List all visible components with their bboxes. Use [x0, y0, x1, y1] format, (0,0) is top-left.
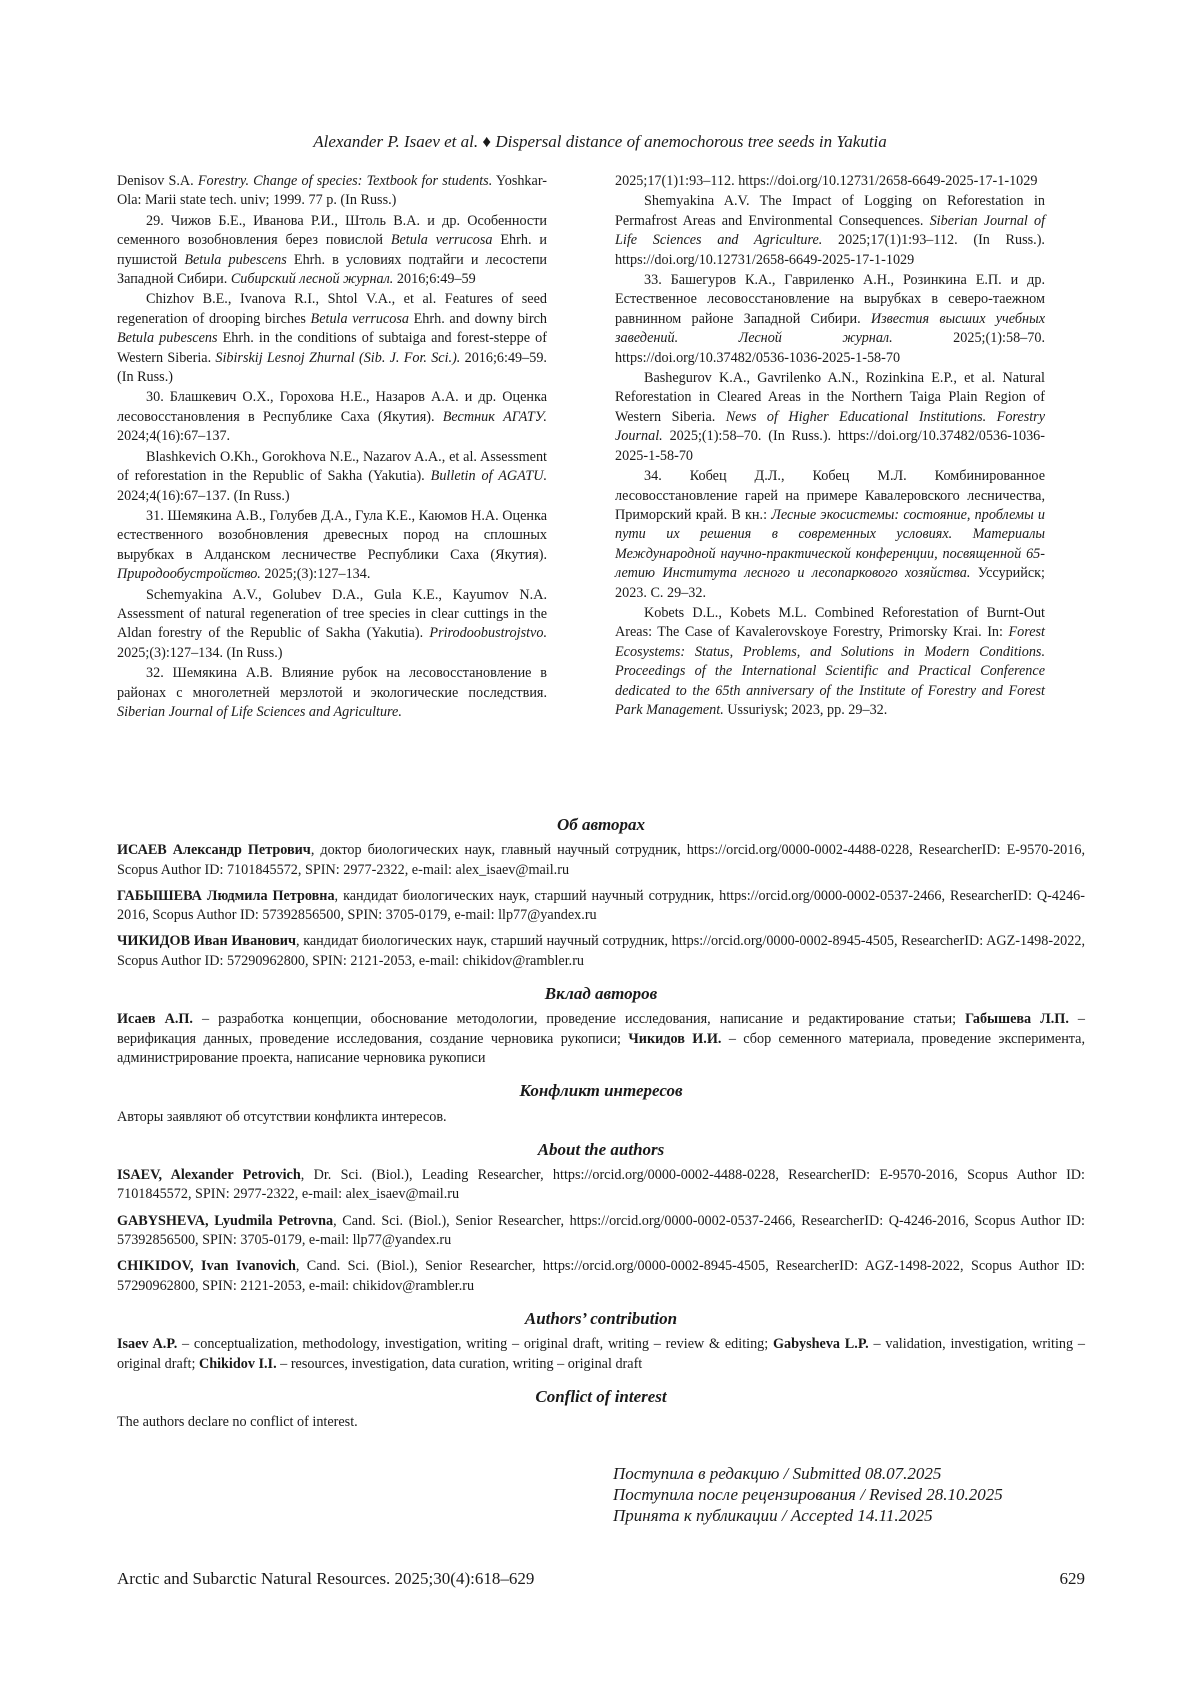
paragraph-text: – validation, investigation, writing – original draft;	[117, 1336, 1086, 1372]
footer-journal-citation: Arctic and Subarctic Natural Resources. 2025;30(4):618–629	[117, 1569, 535, 1588]
author-name-bold: GABYSHEVA, Lyudmila Petrovna	[117, 1212, 334, 1229]
author-name-bold: Isaev A.P.	[117, 1336, 178, 1353]
header-authors: Alexander P. Isaev et al.	[313, 132, 479, 151]
author-info-block	[117, 815, 1085, 1445]
reference-title-italic: Betula verrucosa	[390, 232, 493, 249]
section-title: Об авторах	[556, 815, 646, 834]
reference-title-italic: Природообустройство.	[117, 566, 261, 583]
reference-text: Bashegurov K.A., Gavrilenko A.N., Rozinkina E.P., et al. Natural Reforestation in Cleared Areas in the Northern Taiga Plain Region of Western Siberia.	[615, 370, 1045, 425]
author-name-bold: Gabysheva L.P.	[773, 1336, 869, 1353]
reference-text: Yoshkar-Ola: Marii state tech. univ; 1999. 77 p. (In Russ.)	[117, 173, 547, 209]
reference-text: Denisov S.A.	[117, 173, 198, 189]
section-paragraph	[117, 887, 1085, 926]
section-paragraph	[117, 1257, 1085, 1296]
reference-title-italic: Siberian Journal of Life Sciences and Agriculture.	[615, 212, 1046, 249]
reference-text: 30. Блашкевич О.Х., Горохова Н.Е., Назаров А.А. и др. Оценка лесовосстановления в Республике Саха (Якутия).	[117, 389, 547, 425]
reference-entry	[117, 212, 547, 290]
header-separator-icon: ♦	[482, 132, 492, 151]
reference-text: 2016;6:49–59. (In Russ.)	[117, 349, 547, 386]
reference-entry	[117, 290, 547, 387]
reference-title-italic: Forest Ecosystems: Status, Problems, and Solutions in Modern Conditions. Proceedings of the International Scientific and Practical Conference dedicated to the 65th anniversary of the Institute of Forestry and Forest Park Management.	[615, 624, 1045, 718]
reference-text: Ehrh. в условиях подтайги и лесостепи Западной Сибири.	[117, 251, 548, 288]
references-left-column	[117, 172, 547, 723]
reference-title-italic: Sibirskij Lesnoj Zhurnal (Sib. J. For. Sci.).	[215, 349, 461, 366]
section-paragraph	[117, 1108, 1085, 1127]
section-title: About the authors	[537, 1139, 665, 1159]
paragraph-text: The authors declare no conflict of interest.	[117, 1414, 358, 1431]
reference-text: 2025;(3):127–134. (In Russ.)	[117, 644, 283, 661]
reference-title-italic: Betula pubescens	[184, 251, 287, 268]
reference-entry	[117, 586, 547, 664]
reference-text: 2024;4(16):67–137.	[117, 428, 231, 445]
reference-text: Blashkevich O.Kh., Gorokhova N.E., Nazarov A.A., et al. Assessment of reforestation in the Republic of Sakha (Yakutia).	[117, 448, 547, 485]
author-name-bold: Исаев А.П.	[117, 1011, 193, 1028]
section-paragraph	[117, 1413, 1085, 1432]
reference-title-italic: Лесные экосистемы: состояние, проблемы и пути их решения в современных условиях. Материалы Международной научно-практической конференции, посвященной 65-летию Института лесного и лесопаркового хозяйства.	[615, 506, 1045, 582]
reference-text: Уссурийск; 2023. С. 29–32.	[615, 565, 1045, 601]
running-header	[0, 132, 1200, 152]
paragraph-text: – верификация данных, проведение исследования, создание черновика рукописи;	[117, 1011, 1086, 1047]
reference-text: Ehrh. and downy birch	[408, 310, 547, 327]
reference-text: 29. Чижов Б.Е., Иванова Р.И., Штоль В.А. и др. Особенности семенного возобновления берез повислой	[117, 212, 547, 249]
reference-entry	[615, 271, 1045, 368]
section-title: Вклад авторов	[544, 984, 658, 1004]
reference-entry	[117, 172, 547, 211]
submission-dates	[613, 1463, 1003, 1526]
reference-title-italic: Вестник АГАТУ.	[442, 408, 547, 425]
reference-entry	[615, 467, 1045, 603]
header-title: Dispersal distance of anemochorous tree seeds in Yakutia	[495, 132, 887, 151]
reference-text: 2025;17(1)1:93–112. https://doi.org/10.12731/2658-6649-2025-17-1-1029	[615, 173, 1038, 189]
reference-entry	[615, 192, 1045, 270]
reference-text: Kobets D.L., Kobets M.L. Combined Reforestation of Burnt-Out Areas: The Case of Kavalerovskoye Forestry, Primorsky Krai. In:	[615, 604, 1045, 641]
reference-text: Ehrh. in the conditions of subtaiga and forest-steppe of Western Siberia.	[117, 330, 548, 366]
reference-text: 2025;17(1)1:93–112. (In Russ.). https://doi.org/10.12731/2658-6649-2025-17-1-1029	[615, 232, 1045, 268]
reference-text: Ussuriysk; 2023, pp. 29–32.	[723, 701, 888, 718]
page-number: 629	[1059, 1569, 1085, 1588]
reference-text: Ehrh. и пушистой	[117, 232, 548, 268]
reference-text: 2025;(3):127–134.	[260, 566, 371, 583]
paragraph-text: , кандидат биологических наук, старший научный сотрудник, https://orcid.org/0000-0002-8945-4505, ResearcherID: AGZ-1498-2022, Scopus Author ID: 57290962800, SPIN: 2121-2053, e-mail: chikidov@rambler.ru	[117, 933, 1085, 969]
section-title: Конфликт интересов	[519, 1081, 683, 1101]
paragraph-text: , Dr. Sci. (Biol.), Leading Researcher, https://orcid.org/0000-0002-4488-0228, ResearcherID: E-9570-2016, Scopus Author ID: 7101845572, SPIN: 2977-2322, e-mail: alex_isaev@mail.ru	[117, 1167, 1085, 1203]
reference-text: 33. Башегуров К.А., Гавриленко А.Н., Розинкина Е.П. и др. Естественное лесовосстановление на вырубках в северо-таежном равнинном районе Западной Сибири.	[615, 272, 1045, 327]
reference-text: 2016;6:49–59	[393, 271, 476, 288]
reference-text: 32. Шемякина А.В. Влияние рубок на лесовосстановление в районах с многолетней мерзлотой и экологические последствия.	[117, 665, 547, 701]
reference-text: 2025;(1):58–70. https://doi.org/10.37482/0536-1036-2025-1-58-70	[615, 330, 1045, 366]
reference-title-italic: Siberian Journal of Life Sciences and Agriculture.	[117, 703, 402, 720]
reference-title-italic: News of Higher Educational Institutions. Forestry Journal.	[615, 408, 1045, 445]
author-name-bold: ЧИКИДОВ Иван Иванович	[117, 933, 296, 950]
section-title: Authors’ contribution	[524, 1308, 678, 1328]
date-accepted: Принята к публикации / Accepted 14.11.2025	[613, 1506, 933, 1525]
author-name-bold: ГАБЫШЕВА Людмила Петровна	[117, 887, 335, 904]
author-name-bold: ISAEV, Alexander Petrovich	[117, 1167, 301, 1184]
reference-text: 31. Шемякина А.В., Голубев Д.А., Гула К.Е., Каюмов Н.А. Оценка естественного возобновления древесных пород на сплошных вырубках в Алданском лесничестве Республики Саха (Якутия).	[117, 507, 547, 563]
author-name-bold: Chikidov I.I.	[198, 1355, 277, 1372]
paragraph-text: Авторы заявляют об отсутствии конфликта интересов.	[117, 1108, 447, 1125]
reference-entry	[615, 172, 1045, 191]
paragraph-text: – разработка концепции, обоснование методологии, проведение исследования, написание и редактирование статьи;	[192, 1011, 966, 1028]
reference-entry	[615, 604, 1045, 720]
author-name-bold: ИСАЕВ Александр Петрович	[117, 842, 311, 859]
reference-text: 34. Кобец Д.Л., Кобец М.Л. Комбинированное лесовосстановление гарей на примере Кавалеровского лесничества, Приморский край. В кн.:	[615, 468, 1045, 523]
reference-text: 2025;(1):58–70. (In Russ.). https://doi.org/10.37482/0536-1036-2025-1-58-70	[615, 428, 1045, 464]
reference-entry	[117, 507, 547, 585]
date-submitted: Поступила в редакцию / Submitted 08.07.2025	[613, 1464, 942, 1483]
paragraph-text: – resources, investigation, data curation, writing – original draft	[276, 1355, 643, 1372]
section-paragraph	[117, 1010, 1085, 1068]
author-name-bold: CHIKIDOV, Ivan Ivanovich	[117, 1258, 296, 1275]
reference-text: Chizhov B.E., Ivanova R.I., Shtol V.A., et al. Features of seed regeneration of drooping birches	[117, 291, 547, 327]
reference-title-italic: Betula verrucosa	[310, 310, 409, 327]
paragraph-text: – сбор семенного материала, проведение эксперимента, администрирование проекта, написание черновика рукописи	[117, 1030, 1086, 1066]
author-name-bold: Чикидов И.И.	[628, 1030, 722, 1047]
section-paragraph	[117, 932, 1085, 971]
reference-title-italic: Известия высших учебных заведений. Лесной журнал.	[615, 310, 1045, 347]
reference-entry	[117, 388, 547, 446]
section-paragraph	[117, 1212, 1085, 1251]
paragraph-text: , доктор биологических наук, главный научный сотрудник, https://orcid.org/0000-0002-4488-0228, ResearcherID: E-9570-2016, Scopus Author ID: 7101845572, SPIN: 2977-2322, e-mail: alex_isaev@mail.ru	[117, 842, 1085, 878]
reference-entry	[117, 664, 547, 722]
reference-title-italic: Сибирский лесной журнал.	[230, 271, 394, 288]
reference-text: 2024;4(16):67–137. (In Russ.)	[117, 487, 290, 504]
reference-title-italic: Betula pubescens	[117, 330, 218, 347]
paragraph-text: , кандидат биологических наук, старший научный сотрудник, https://orcid.org/0000-0002-0537-2466, ResearcherID: Q-4246-2016, Scopus Author ID: 57392856500, SPIN: 3705-0179, e-mail: llp77@yandex.ru	[117, 887, 1085, 924]
reference-entry	[117, 448, 547, 506]
reference-text: Shemyakina A.V. The Impact of Logging on Reforestation in Permafrost Areas and Environmental Consequences.	[615, 193, 1045, 229]
paragraph-text: , Cand. Sci. (Biol.), Senior Researcher, https://orcid.org/0000-0002-8945-4505, ResearcherID: AGZ-1498-2022, Scopus Author ID: 57290962800, SPIN: 2121-2053, e-mail: chikidov@rambler.ru	[117, 1258, 1085, 1294]
reference-title-italic: Forestry. Change of species: Textbook for students.	[197, 173, 493, 189]
references-right-column	[615, 172, 1045, 721]
reference-entry	[615, 369, 1045, 466]
paragraph-text: , Cand. Sci. (Biol.), Senior Researcher, https://orcid.org/0000-0002-0537-2466, ResearcherID: Q-4246-2016, Scopus Author ID: 57392856500, SPIN: 3705-0179, e-mail: llp77@yandex.ru	[117, 1212, 1085, 1249]
reference-title-italic: Bulletin of AGATU.	[430, 468, 548, 485]
page-footer	[117, 1569, 1085, 1589]
author-name-bold: Габышева Л.П.	[965, 1011, 1069, 1028]
section-title: Conflict of interest	[535, 1386, 667, 1406]
section-paragraph	[117, 1335, 1085, 1374]
reference-title-italic: Prirodoobustrojstvo.	[429, 625, 547, 642]
reference-text: Schemyakina A.V., Golubev D.A., Gula K.E., Kayumov N.A. Assessment of natural regeneration of tree species in clear cuttings in the Aldan forestry of the Republic of Sakha (Yakutia).	[117, 586, 547, 642]
paragraph-text: – conceptualization, methodology, investigation, writing – original draft, writing – review & editing;	[177, 1336, 773, 1353]
date-revised: Поступила после рецензирования / Revised 28.10.2025	[613, 1485, 1003, 1504]
section-paragraph	[117, 1166, 1085, 1205]
section-paragraph	[117, 841, 1085, 880]
